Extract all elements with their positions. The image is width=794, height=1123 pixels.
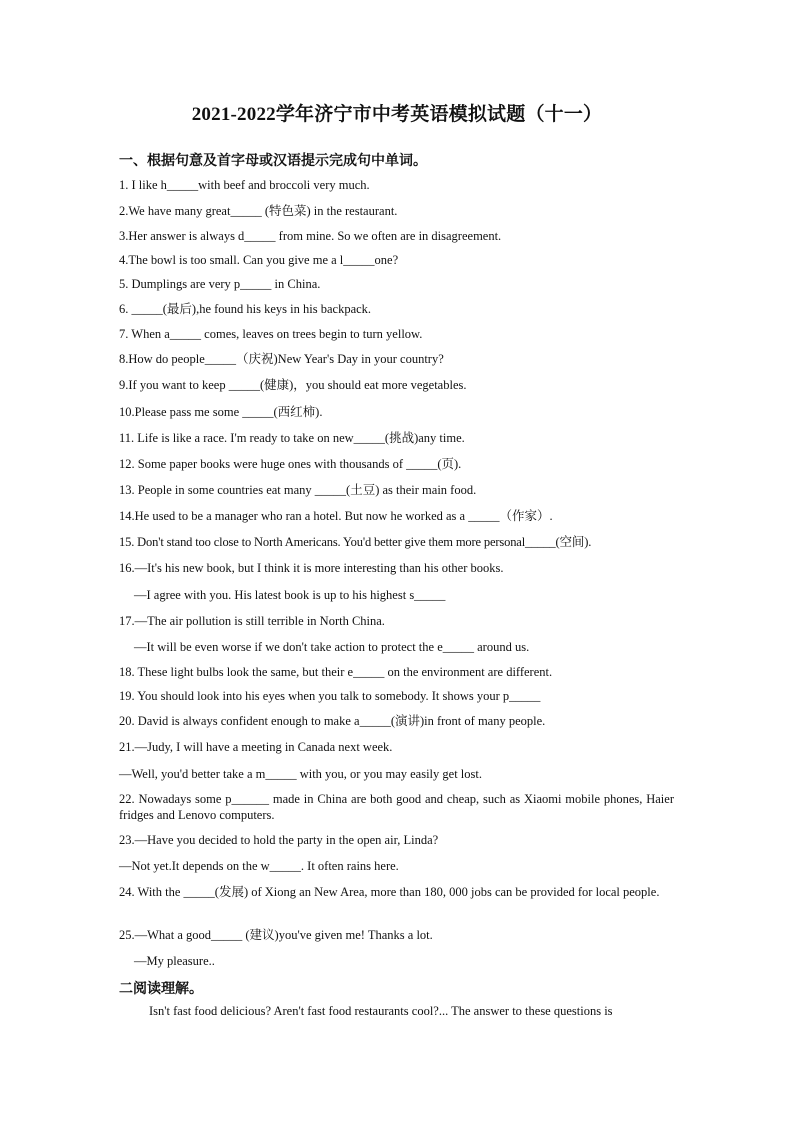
question-line: 10.Please pass me some _____(西红柿). bbox=[119, 405, 323, 419]
reading-passage-line: Isn't fast food delicious? Aren't fast food restaurants cool?... The answer to these questions is bbox=[149, 1004, 613, 1018]
question-line: 15. Don't stand too close to North Americans. You'd better give them more personal_____(空间). bbox=[119, 535, 592, 549]
question-line: 6. _____(最后),he found his keys in his backpack. bbox=[119, 302, 372, 316]
question-line: —My pleasure.. bbox=[134, 954, 215, 968]
question-line: 4.The bowl is too small. Can you give me a l_____one? bbox=[119, 253, 399, 267]
question-line: 12. Some paper books were huge ones with thousands of _____(页). bbox=[119, 457, 462, 471]
question-line: 23.—Have you decided to hold the party in the open air, Linda? bbox=[119, 833, 439, 847]
section-1-heading: 一、根据句意及首字母或汉语提示完成句中单词。 bbox=[119, 154, 427, 169]
question-line: 1. I like h_____with beef and broccoli very much. bbox=[119, 178, 370, 192]
question-line: —Not yet.It depends on the w_____. It often rains here. bbox=[119, 859, 399, 873]
question-line: 24. With the _____(发展) of Xiong an New Area, more than 180, 000 jobs can be provided for local people. bbox=[119, 885, 660, 899]
question-line: 8.How do people_____（庆祝)New Year's Day in your country? bbox=[119, 352, 444, 366]
question-line: —It will be even worse if we don't take action to protect the e_____ around us. bbox=[134, 640, 530, 654]
question-line: 7. When a_____ comes, leaves on trees begin to turn yellow. bbox=[119, 327, 423, 341]
question-line: 25.—What a good_____ (建议)you've given me! Thanks a lot. bbox=[119, 928, 433, 942]
question-line: 18. These light bulbs look the same, but their e_____ on the environment are different. bbox=[119, 665, 553, 679]
question-line: —I agree with you. His latest book is up to his highest s_____ bbox=[134, 588, 446, 602]
question-line: 3.Her answer is always d_____ from mine. So we often are in disagreement. bbox=[119, 229, 502, 243]
question-line: 9.If you want to keep _____(健康)，you should eat more vegetables. bbox=[119, 378, 467, 392]
question-line: 5. Dumplings are very p_____ in China. bbox=[119, 277, 321, 291]
question-line: 2.We have many great_____ (特色菜) in the restaurant. bbox=[119, 204, 398, 218]
section-2-heading: 二阅读理解。 bbox=[119, 982, 203, 997]
question-line: 13. People in some countries eat many _____(土豆) as their main food. bbox=[119, 483, 477, 497]
question-line: 16.—It's his new book, but I think it is more interesting than his other books. bbox=[119, 561, 504, 575]
question-line: 20. David is always confident enough to make a_____(演讲)in front of many people. bbox=[119, 714, 546, 728]
page-title: 2021-2022学年济宁市中考英语模拟试题（十一） bbox=[191, 104, 603, 125]
question-line: 11. Life is like a race. I'm ready to take on new_____(挑战)any time. bbox=[119, 431, 465, 445]
question-line: 21.—Judy, I will have a meeting in Canada next week. bbox=[119, 740, 393, 754]
question-line: 17.—The air pollution is still terrible in North China. bbox=[119, 614, 385, 628]
question-line: 19. You should look into his eyes when you talk to somebody. It shows your p_____ bbox=[119, 689, 541, 703]
question-line: 22. Nowadays some p______ made in China are both good and cheap, such as Xiaomi mobile phones, Haier fridges and Lenovo computers. bbox=[119, 792, 674, 822]
question-line: 14.He used to be a manager who ran a hotel. But now he worked as a _____（作家）. bbox=[119, 509, 553, 523]
question-line: —Well, you'd better take a m_____ with you, or you may easily get lost. bbox=[119, 767, 482, 781]
